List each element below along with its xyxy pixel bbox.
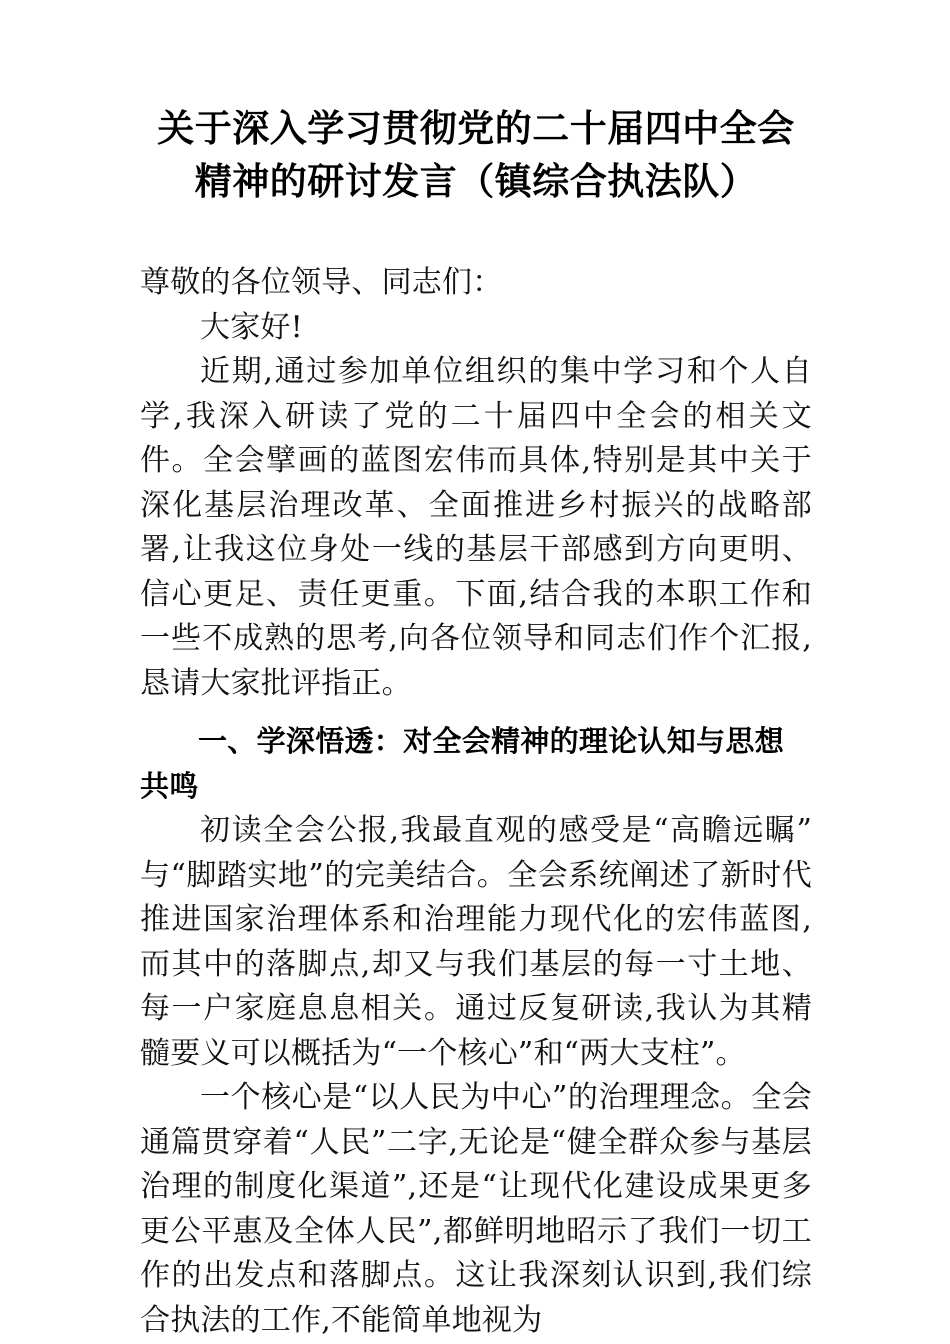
- salutation-line: 尊敬的各位领导、同志们：: [140, 265, 503, 300]
- page-title-text: 关于深入学习贯彻党的二十届四中全会精神的研讨发言（镇综合执法队）: [157, 109, 795, 203]
- title-spacer: [140, 209, 812, 261]
- paragraph-intro: 近期,通过参加单位组织的集中学习和个人自学,我深入研读了党的二十届四中全会的相关文件。全会擘画的蓝图宏伟而具体,特别是其中关于深化基层治理改革、全面推进乡村振兴的战略部署,让我这位身处一线的基层干部感到方向更明、信心更足、责任更重。下面,结合我的本职工作和一些不成熟的思考,向各位领导和同志们作个汇报,恳请大家批评指正。: [140, 354, 812, 701]
- page-title: [140, 0, 812, 209]
- document-content-column: [140, 0, 812, 1343]
- heading-spacer-above: [140, 706, 812, 720]
- paragraph-1-2: 一个核心是“以人民为中心”的治理理念。全会通篇贯穿着“人民”二字,无论是“健全群众参与基层治理的制度化渠道”,还是“让现代化建设成果更多更公平惠及全体人民”,都鲜明地昭示了我们一切工作的出发点和落脚点。这让我深刻认识到,我们综合执法的工作,不能简单地视为: [140, 1080, 812, 1338]
- greeting-line: 大家好!: [200, 309, 303, 345]
- document-body: [140, 261, 812, 1343]
- paragraph-1-1: 初读全会公报,我最直观的感受是“高瞻远瞩”与“脚踏实地”的完美结合。全会系统阐述了新时代推进国家治理体系和治理能力现代化的宏伟蓝图,而其中的落脚点,却又与我们基层的每一寸土地、每一户家庭息息相关。通过反复研读,我认为其精髓要义可以概括为“一个核心”和“两大支柱”。: [140, 813, 812, 1071]
- section-heading-1: 一、学深悟透：对全会精神的理论认知与思想共鸣: [140, 726, 785, 803]
